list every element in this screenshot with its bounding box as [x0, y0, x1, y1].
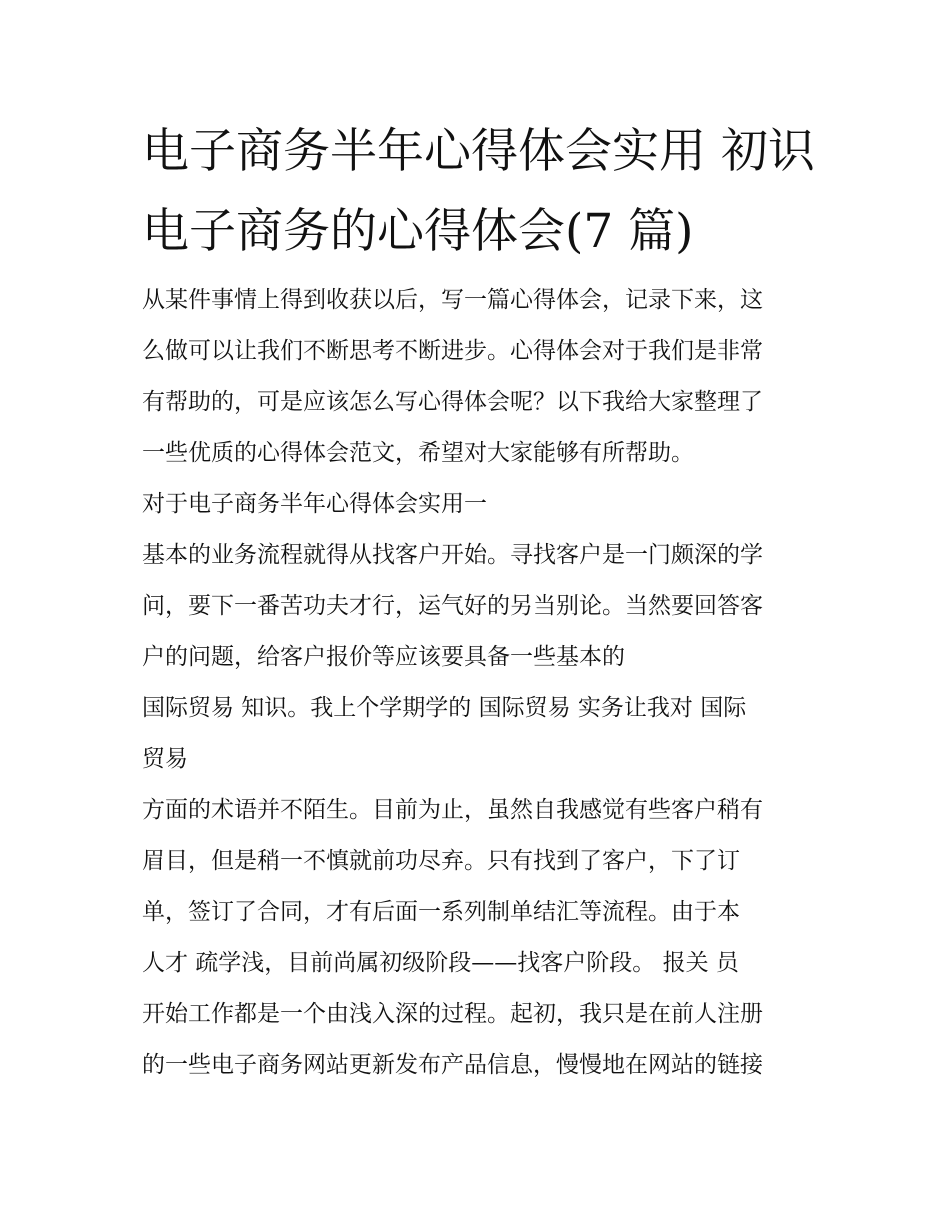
body-line-7: 问，要下一番苦功夫才行，运气好的另当别论。当然要回答客 [142, 593, 763, 619]
body-line-9: 国际贸易 知识。我上个学期学的 国际贸易 实务让我对 国际 [142, 695, 747, 721]
body-line-2: 么做可以让我们不断思考不断进步。心得体会对于我们是非常 [142, 338, 763, 364]
body-line-16: 的一些电子商务网站更新发布产品信息，慢慢地在网站的链接 [142, 1052, 763, 1078]
body-line-14: 人才 疏学浅，目前尚属初级阶段——找客户阶段。 报关 员 [142, 950, 739, 976]
body-line-3: 有帮助的，可是应该怎么写心得体会呢？以下我给大家整理了 [142, 389, 763, 415]
body-line-1: 从某件事情上得到收获以后，写一篇心得体会，记录下来，这 [142, 287, 763, 313]
document-body [142, 283, 822, 1099]
body-line-11: 方面的术语并不陌生。目前为止，虽然自我感觉有些客户稍有 [142, 797, 763, 823]
body-line-15: 开始工作都是一个由浅入深的过程。起初，我只是在前人注册 [142, 1001, 763, 1027]
body-line-6: 基本的业务流程就得从找客户开始。寻找客户是一门颇深的学 [142, 542, 763, 568]
body-line-10: 贸易 [142, 746, 188, 772]
body-line-13: 单，签订了合同，才有后面一系列制单结汇等流程。由于本 [142, 899, 740, 925]
body-line-8: 户的问题，给客户报价等应该要具备一些基本的 [142, 644, 625, 670]
section-heading: 对于电子商务半年心得体会实用一 [142, 491, 487, 517]
document-title: 电子商务半年心得体会实用 初识电子商务的心得体会(7 篇) [142, 124, 815, 259]
body-line-4: 一些优质的心得体会范文，希望对大家能够有所帮助。 [142, 440, 694, 466]
body-line-12: 眉目，但是稍一不慎就前功尽弃。只有找到了客户，下了订 [142, 848, 740, 874]
